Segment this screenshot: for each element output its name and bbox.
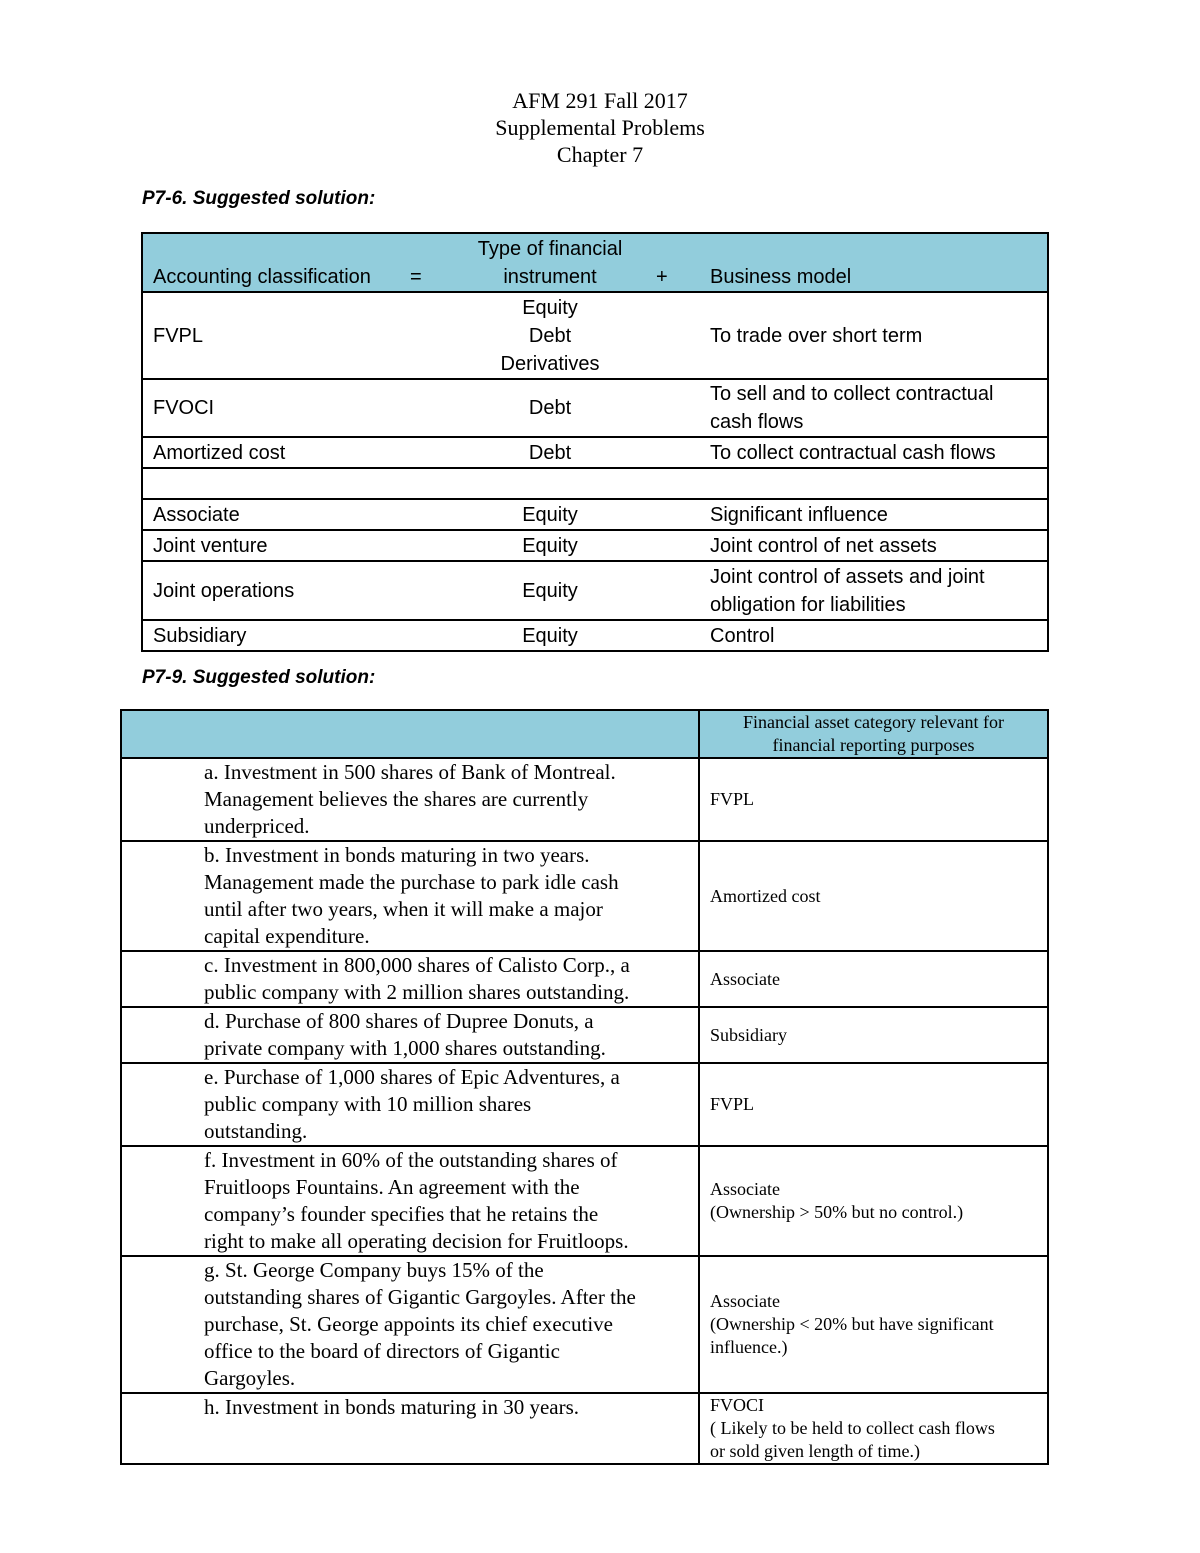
accounting-classification-cell: Joint operations [142, 561, 400, 620]
text-line: obligation for liabilities [710, 593, 906, 616]
asset-category-cell [699, 1146, 1048, 1256]
asset-category-cell [699, 1393, 1048, 1464]
plus-spacer-cell [646, 620, 700, 651]
header-business-model: Business model [700, 233, 1048, 292]
text-line: Derivatives [500, 352, 600, 375]
investment-table-header [121, 710, 1048, 758]
text-line: (Ownership > 50% but no control.) [710, 1202, 964, 1222]
business-model-cell [700, 620, 1048, 651]
text-line: To collect contractual cash flows [710, 441, 996, 464]
text-line: office to the board of directors of Gigantic [204, 1339, 560, 1363]
investment-row [121, 1256, 1048, 1393]
text-line: To sell and to collect contractual [710, 383, 994, 405]
text-line: underpriced. [204, 814, 310, 838]
investment-description-cell [121, 1063, 699, 1146]
text-line: (Ownership < 20% but have significant [710, 1314, 994, 1334]
header-financial-asset-category: Financial asset category relevant for financial reporting purposes [699, 710, 1048, 758]
business-model-cell [700, 292, 1048, 379]
text-line: purchase, St. George appoints its chief executive [204, 1312, 613, 1336]
document-header [0, 87, 1200, 168]
instrument-type-cell [454, 437, 646, 468]
instrument-type-cell [454, 468, 646, 499]
plus-spacer-cell [646, 292, 700, 379]
investment-description-cell [121, 1007, 699, 1063]
investment-category-table [120, 709, 1049, 1465]
text-line: Debt [528, 397, 572, 419]
text-line: Equity [522, 579, 578, 602]
text-line: h. Investment in bonds maturing in 30 years. [204, 1395, 580, 1419]
investment-row [121, 841, 1048, 951]
investment-row [121, 1393, 1048, 1464]
equals-spacer-cell [400, 530, 454, 561]
text-line: ( Likely to be held to collect cash flows [710, 1418, 995, 1438]
classification-row [142, 561, 1048, 620]
plus-spacer-cell [646, 437, 700, 468]
investment-row [121, 1146, 1048, 1256]
course-title: AFM 291 Fall 2017 [512, 88, 688, 113]
text-line: f. Investment in 60% of the outstanding shares of [204, 1148, 618, 1172]
asset-category-cell [699, 1063, 1048, 1146]
classification-row [142, 620, 1048, 651]
accounting-classification-cell: Amortized cost [142, 437, 400, 468]
text-line: FVPL [710, 789, 755, 809]
text-line: or sold given length of time.) [710, 1441, 920, 1461]
text-line: Management believes the shares are currently [204, 787, 589, 811]
text-line: Joint control of assets and joint [710, 565, 985, 588]
text-line: Associate [710, 1291, 780, 1311]
text-line: Amortized cost [710, 885, 821, 906]
investment-description-cell [121, 1393, 699, 1464]
text-line: right to make all operating decision for Fruitloops. [204, 1229, 629, 1253]
plus-spacer-cell [646, 561, 700, 620]
header-plus-sign: + [646, 233, 700, 292]
text-line: c. Investment in 800,000 shares of Calisto Corp., a [204, 953, 630, 977]
text-line: company’s founder specifies that he retains the [204, 1202, 599, 1226]
asset-category-cell [699, 1007, 1048, 1063]
asset-category-cell [699, 758, 1048, 841]
equals-spacer-cell [400, 561, 454, 620]
instrument-type-cell [454, 620, 646, 651]
equals-spacer-cell [400, 437, 454, 468]
investment-row [121, 1007, 1048, 1063]
equals-spacer-cell [400, 468, 454, 499]
classification-table [141, 232, 1049, 652]
accounting-classification-cell: FVPL [142, 292, 400, 379]
text-line: Associate [710, 1179, 780, 1199]
classification-row [142, 499, 1048, 530]
business-model-cell [700, 437, 1048, 468]
accounting-classification-cell [142, 468, 400, 499]
classification-row [142, 530, 1048, 561]
text-line: Equity [522, 624, 578, 647]
instrument-type-cell [454, 379, 646, 437]
plus-spacer-cell [646, 530, 700, 561]
equals-spacer-cell [400, 379, 454, 437]
text-line: Fruitloops Fountains. An agreement with the [204, 1175, 580, 1199]
asset-category-cell [699, 841, 1048, 951]
text-line: public company with 10 million shares [204, 1092, 532, 1116]
instrument-type-cell [454, 561, 646, 620]
classification-row [142, 379, 1048, 437]
text-line: Debt [528, 324, 572, 347]
text-line: until after two years, when it will make a major [204, 897, 603, 921]
text-line: Control [710, 624, 775, 647]
classification-table-header [142, 233, 1048, 292]
business-model-cell [700, 561, 1048, 620]
text-line: g. St. George Company buys 15% of the [204, 1258, 544, 1282]
text-line: a. Investment in 500 shares of Bank of Montreal. [204, 760, 616, 784]
investment-description-cell [121, 951, 699, 1007]
text-line: Equity [522, 296, 578, 319]
equals-spacer-cell [400, 620, 454, 651]
chapter-label: Chapter 7 [556, 142, 644, 167]
investment-description-cell [121, 1256, 699, 1393]
text-line: FVPL [710, 1094, 755, 1114]
document-subtitle: Supplemental Problems [495, 115, 705, 140]
text-line: public company with 2 million shares outstanding. [204, 980, 630, 1004]
asset-category-cell [699, 1256, 1048, 1393]
text-line: b. Investment in bonds maturing in two years. [204, 843, 590, 867]
text-line: FVOCI [710, 1395, 765, 1415]
investment-description-cell [121, 841, 699, 951]
text-line: Subsidiary [710, 1024, 788, 1045]
instrument-type-cell [454, 499, 646, 530]
instrument-type-cell [454, 530, 646, 561]
investment-row [121, 951, 1048, 1007]
header-type-of-financial-instrument: Type of financial instrument [454, 233, 646, 292]
header-blank-cell [121, 710, 699, 758]
business-model-cell [700, 499, 1048, 530]
business-model-cell [700, 379, 1048, 437]
accounting-classification-cell: FVOCI [142, 379, 400, 437]
header-accounting-classification: Accounting classification [142, 233, 400, 292]
text-line: capital expenditure. [204, 924, 370, 948]
text-line: Management made the purchase to park idle cash [204, 870, 619, 894]
text-line: To trade over short term [710, 324, 923, 347]
text-line: d. Purchase of 800 shares of Dupree Donuts, a [204, 1009, 594, 1033]
text-line: influence.) [710, 1337, 788, 1357]
text-line: Associate [710, 968, 780, 989]
accounting-classification-cell: Subsidiary [142, 620, 400, 651]
text-line: outstanding. [204, 1119, 308, 1143]
investment-description-cell [121, 1146, 699, 1256]
text-line: Equity [522, 503, 578, 526]
business-model-cell [700, 468, 1048, 499]
text-line: private company with 1,000 shares outstanding. [204, 1036, 606, 1060]
text-line: e. Purchase of 1,000 shares of Epic Adventures, a [204, 1065, 620, 1089]
plus-spacer-cell [646, 468, 700, 499]
classification-row [142, 437, 1048, 468]
equals-spacer-cell [400, 292, 454, 379]
equals-spacer-cell [400, 499, 454, 530]
instrument-type-cell [454, 292, 646, 379]
business-model-cell [700, 530, 1048, 561]
text-line: Joint control of net assets [710, 534, 937, 557]
text-line: Debt [528, 441, 572, 464]
problem-2-title: P7-9. Suggested solution: [142, 667, 376, 688]
accounting-classification-cell: Associate [142, 499, 400, 530]
header-equals-sign: = [400, 233, 454, 292]
problem-1-title: P7-6. Suggested solution: [142, 188, 376, 209]
text-line: Equity [522, 534, 578, 557]
classification-row [142, 468, 1048, 499]
plus-spacer-cell [646, 379, 700, 437]
investment-description-cell [121, 758, 699, 841]
text-line: cash flows [710, 411, 804, 433]
text-line: Significant influence [710, 503, 888, 526]
text-line: outstanding shares of Gigantic Gargoyles. After the [204, 1285, 636, 1309]
plus-spacer-cell [646, 499, 700, 530]
investment-row [121, 1063, 1048, 1146]
asset-category-cell [699, 951, 1048, 1007]
classification-row [142, 292, 1048, 379]
accounting-classification-cell: Joint venture [142, 530, 400, 561]
investment-row [121, 758, 1048, 841]
text-line: Gargoyles. [204, 1366, 296, 1390]
